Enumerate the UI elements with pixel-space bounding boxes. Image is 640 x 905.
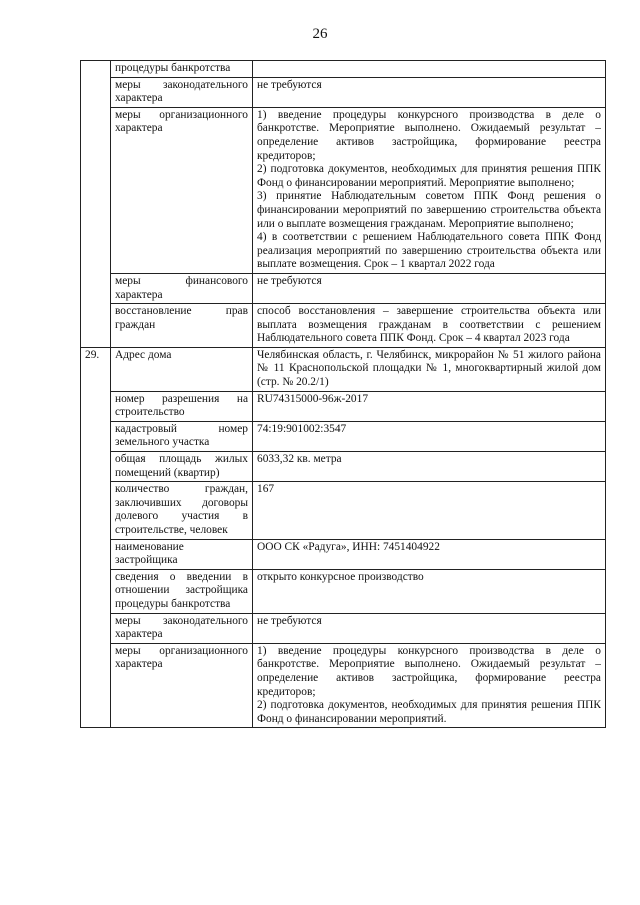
table-row [81,347,606,391]
section-number: 29. [81,347,111,727]
table-row [81,421,606,451]
row-label: общая площадь жилых помещений (квартир) [111,452,253,482]
row-value: не требуются [253,77,606,107]
measure-item: 2) подготовка документов, необходимых для принятия решения ППК Фонд о финансировании мероприятий. Мероприятие выполнено; [257,163,601,189]
measure-item: 3) принятие Наблюдательным советом ППК Фонд решения о финансировании мероприятий по завершению строительства объекта или о выплате возмещения гражданам. Мероприятие выполнено; [257,190,601,230]
table-row [81,539,606,569]
table-row [81,482,606,539]
row-label: кадастровый номер земельного участка [111,421,253,451]
row-value: способ восстановления – завершение строительства объекта или выплата возмещения гражданам в соответствии с решением Наблюдательного совета ППК Фонд. Срок – 4 квартал 2023 года [253,304,606,348]
row-value: открыто конкурсное производство [253,569,606,613]
row-label: меры организационного характера [111,643,253,728]
row-label: количество граждан, заключивших договоры долевого участия в строительстве, человек [111,482,253,539]
row-label: меры финансового характера [111,273,253,303]
row-value: не требуются [253,613,606,643]
measure-item: 2) подготовка документов, необходимых для принятия решения ППК Фонд о финансировании мероприятий. [257,699,601,725]
row-label: Адрес дома [111,347,253,391]
row-value [253,643,606,728]
row-value [253,61,606,78]
table-row [81,391,606,421]
row-label: процедуры банкротства [111,61,253,78]
row-value: не требуются [253,273,606,303]
page-number: 26 [312,26,328,42]
table-row [81,452,606,482]
row-label: меры организационного характера [111,107,253,273]
row-value: Челябинская область, г. Челябинск, микрорайон № 51 жилого района № 11 Краснопольской площадки № 1, многоквартирный жилой дом (стр. № 20.2/1) [253,347,606,391]
table-row [81,61,606,78]
row-label: номер разрешения на строительство [111,391,253,421]
table-row [81,643,606,728]
row-label: меры законодательного характера [111,77,253,107]
table-row [81,273,606,303]
measure-item: 4) в соответствии с решением Наблюдательного совета ППК Фонд реализация мероприятий по завершению строительства объекта или выплате возмещения. Срок – 1 квартал 2022 года [257,231,601,271]
row-label: наименование застройщика [111,539,253,569]
measure-item: 1) введение процедуры конкурсного производства в деле о банкротстве. Мероприятие выполнено. Ожидаемый результат – определение активов застройщика, формирование реестра кредиторов; [257,108,601,162]
row-number-cell [81,61,111,348]
row-value: 167 [253,482,606,539]
measure-item: 1) введение процедуры конкурсного производства в деле о банкротстве. Мероприятие выполнено. Ожидаемый результат – определение активов застройщика, формирование реестра кредиторов; [257,644,601,698]
table-row [81,569,606,613]
row-value: RU74315000-96ж-2017 [253,391,606,421]
row-value: 74:19:901002:3547 [253,421,606,451]
row-label: восстановление прав граждан [111,304,253,348]
row-value [253,107,606,273]
table-row [81,107,606,273]
measures-table [80,60,606,728]
table-row [81,613,606,643]
row-value: 6033,32 кв. метра [253,452,606,482]
table-row [81,304,606,348]
row-label: меры законодательного характера [111,613,253,643]
table-row [81,77,606,107]
row-label: сведения о введении в отношении застройщика процедуры банкротства [111,569,253,613]
row-value: ООО СК «Радуга», ИНН: 7451404922 [253,539,606,569]
